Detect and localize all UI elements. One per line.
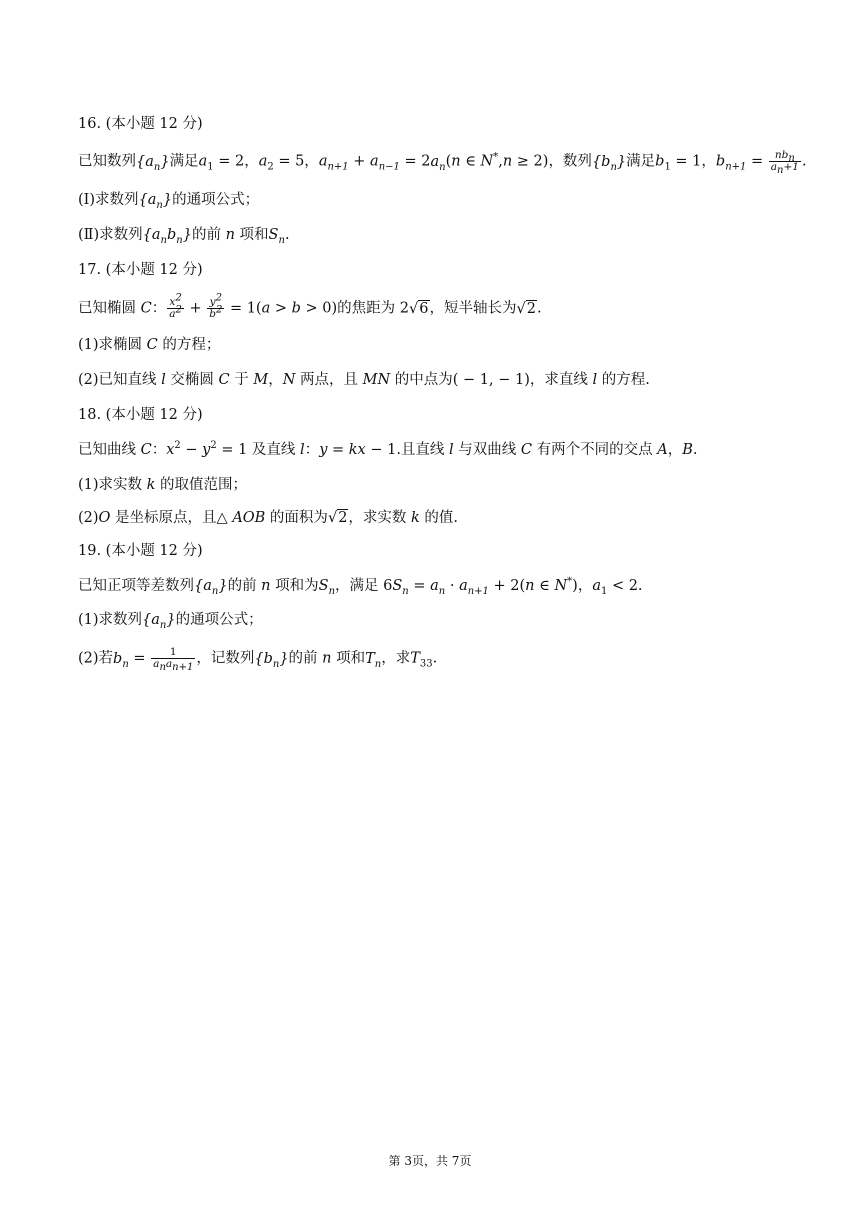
q17-part1: (1)求椭圆 C 的方程； bbox=[78, 337, 221, 353]
q19-header: 19. (本小题 12 分) bbox=[78, 543, 203, 559]
q19-part1: (1)求数列$\{a_n\}$的通项公式； bbox=[78, 612, 263, 631]
q18-part1: (1)求实数 k 的取值范围； bbox=[78, 477, 248, 493]
q19-statement: 已知正项等差数列$\{a_n\}$的前 n 项和为$S_n$，满足 $6S_n = a_n \cdot a_{n+1} + 2(n$ ∈ N*)，$a_1 < 2$. bbox=[78, 576, 643, 597]
page-footer: 第 3页，共 7页 bbox=[388, 1154, 472, 1168]
q18-header: 18. (本小题 12 分) bbox=[78, 407, 203, 423]
q17-part2: (2)已知直线 l 交椭圆 C 于 M，N 两点，且 MN 的中点为( − 1, − 1)，求直线 l 的方程. bbox=[78, 372, 650, 388]
q18-statement: 已知曲线 C：$x^2 - y^2 = 1$ 及直线 l：y = kx − 1.且直线 l 与双曲线 C 有两个不同的交点 A，B. bbox=[78, 440, 698, 458]
q18-part2: (2)O 是坐标原点，且△ AOB 的面积为√2，求实数 k 的值. bbox=[78, 510, 459, 526]
q16-header: 16. (本小题 12 分) bbox=[78, 116, 203, 132]
q16-part2: (Ⅱ)求数列$\{a_nb_n\}$的前 n 项和$S_n$. bbox=[78, 227, 290, 246]
q17-statement: 已知椭圆 C： $\frac{x^2}{a^2}$ + $\frac{y^2}{b^2}$ = 1(a > b > 0)的焦距为 2√6，短半轴长为√2. bbox=[78, 292, 542, 320]
q19-part2: (2)若$b_n$ = $\frac{1}{a_na_{n+1}}$ ，记数列$\{b_n\}$的前 n 项和$T_n$，求$T_{33}$. bbox=[78, 646, 438, 674]
q17-header: 17. (本小题 12 分) bbox=[78, 262, 203, 278]
q16-statement: 已知数列$\{a_n\}$满足$a_1 = 2$，$a_2 = 5$，$a_{n+1} + a_{n-1} = 2a_n(n$ ∈ N*,n ≥ 2)，数列$\{b_n\}$满足$b_1 = 1$，$b_{n+1}$ = $\frac{nb_n}{a_n+1}$ . bbox=[78, 149, 807, 177]
q16-part1: (Ⅰ)求数列$\{a_n\}$的通项公式； bbox=[78, 192, 260, 211]
